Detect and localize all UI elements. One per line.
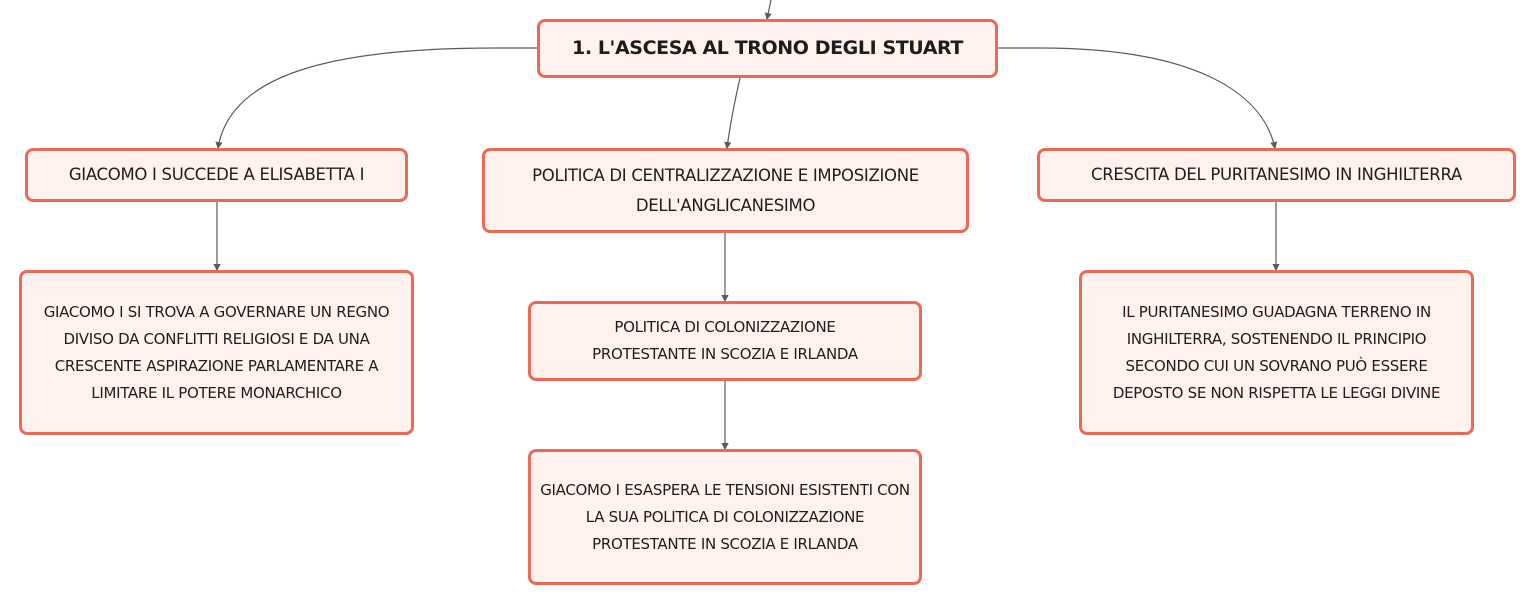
subtopic-puritan-principle[interactable] xyxy=(1079,270,1474,435)
subtopic-label: POLITICA DI COLONIZZAZIONE PROTESTANTE IN SCOZIA E IRLANDA xyxy=(592,318,858,363)
branch-topic-centralization[interactable] xyxy=(482,148,969,233)
subtopic-label: GIACOMO I ESASPERA LE TENSIONI ESISTENTI CON LA SUA POLITICA DI COLONIZZAZIONE PROTESTANTE IN SCOZIA E IRLANDA xyxy=(540,480,910,553)
root-topic[interactable] xyxy=(537,19,998,78)
subtopic-label: GIACOMO I SI TROVA A GOVERNARE UN REGNO DIVISO DA CONFLITTI RELIGIOSI E DA UNA CRESCENTE ASPIRAZIONE PARLAMENTARE A LIMITARE IL POTERE MONARCHICO xyxy=(43,302,390,402)
connector-root-to-branch-2 xyxy=(727,78,740,148)
incoming-connector xyxy=(767,0,771,19)
branch-topic-puritanism[interactable] xyxy=(1037,148,1516,202)
branch-topic-label: GIACOMO I SUCCEDE A ELISABETTA I xyxy=(68,165,365,184)
branch-topic-label: CRESCITA DEL PURITANESIMO IN INGHILTERRA xyxy=(1091,165,1462,184)
connector-root-to-branch-1 xyxy=(218,48,537,148)
branch-topic-label: POLITICA DI CENTRALIZZAZIONE E IMPOSIZIONE DELL'ANGLICANESIMO xyxy=(532,165,919,215)
subtopic-divided-kingdom[interactable] xyxy=(19,270,414,435)
subtopic-label: IL PURITANESIMO GUADAGNA TERRENO IN INGHILTERRA, SOSTENENDO IL PRINCIPIO SECONDO CUI UN SOVRANO PUÒ ESSERE DEPOSTO SE NON RISPETTA LE LEGGI DIVINE xyxy=(1112,302,1441,402)
root-topic-label: 1. L'ASCESA AL TRONO DEGLI STUART xyxy=(572,37,963,59)
connector-root-to-branch-3 xyxy=(998,48,1275,148)
subtopic-tensions[interactable] xyxy=(528,449,922,585)
branch-topic-succession[interactable] xyxy=(25,148,408,202)
subtopic-colonization-policy[interactable] xyxy=(528,301,922,381)
